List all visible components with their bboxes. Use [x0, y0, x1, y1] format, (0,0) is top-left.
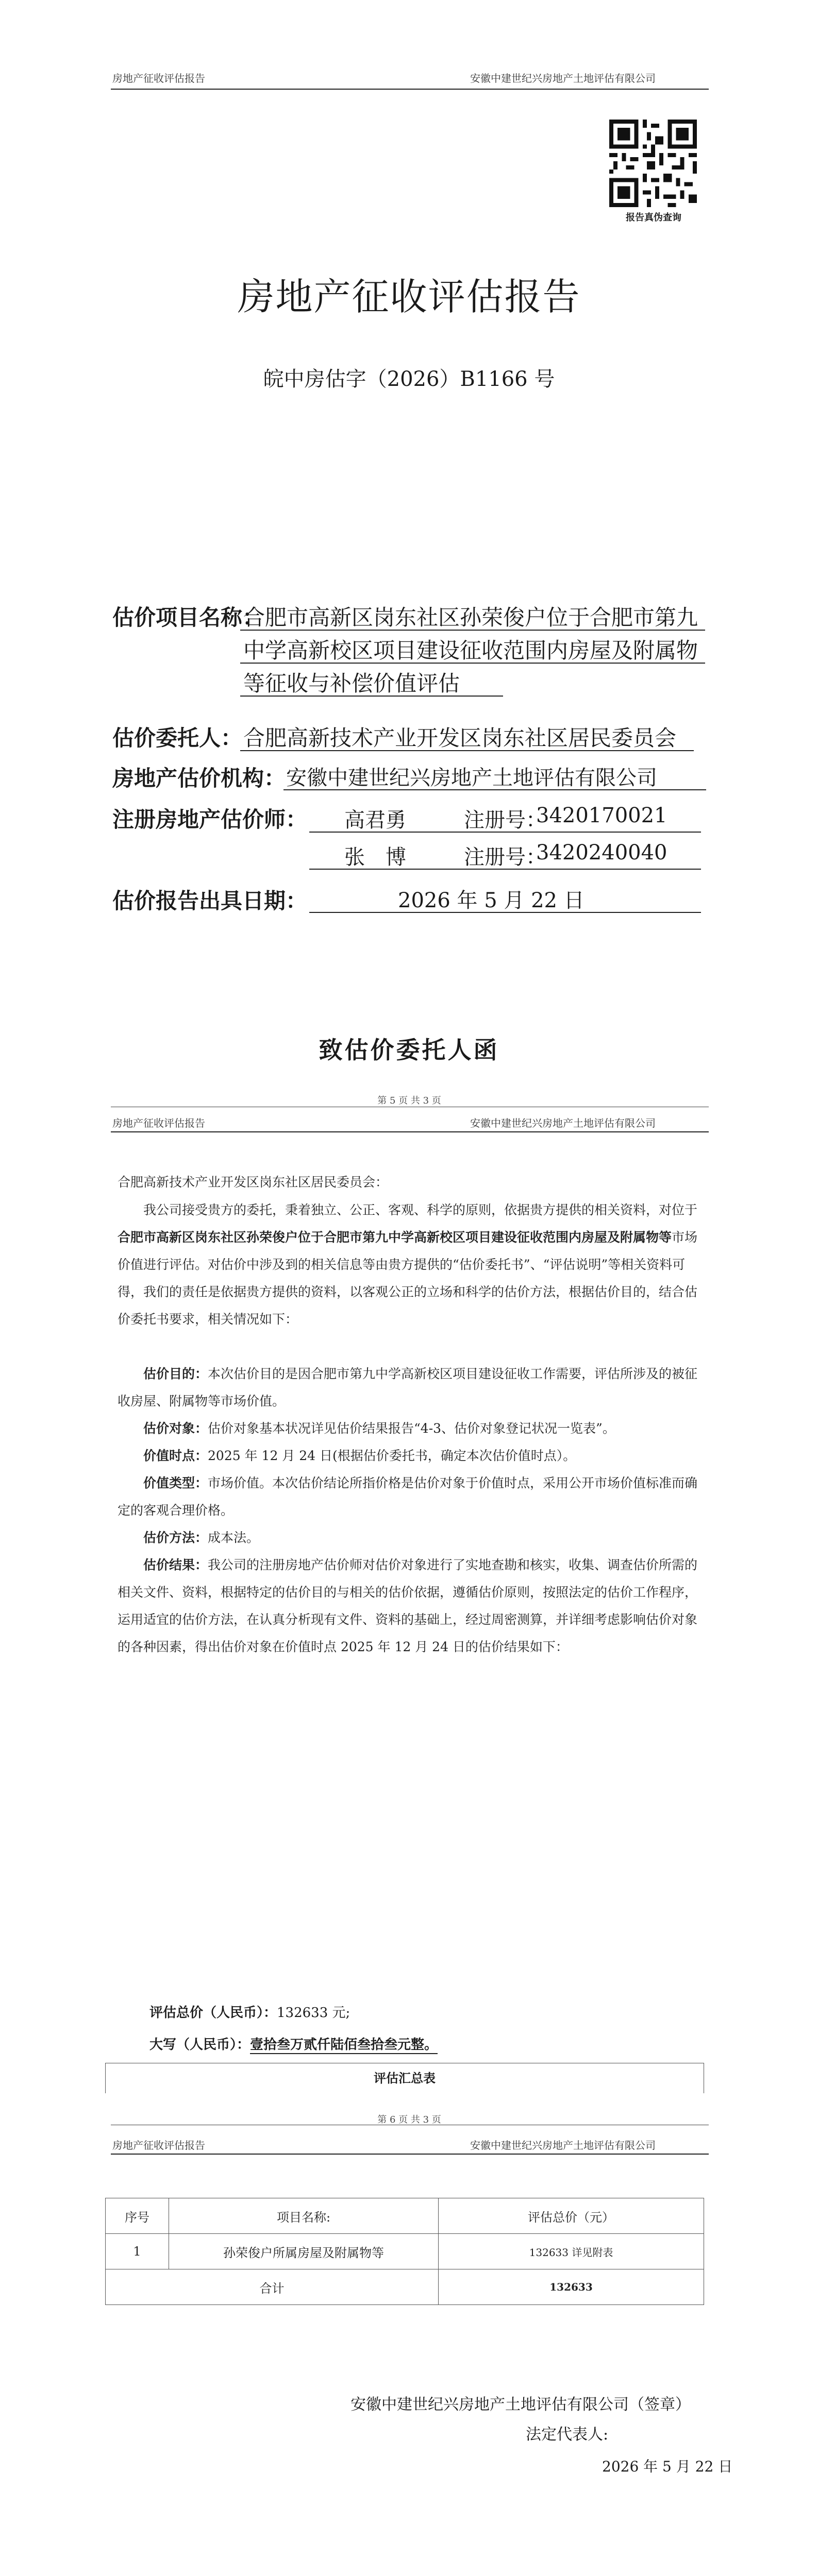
purpose-paragraph: [118, 1360, 705, 1415]
running-header-right: 安徽中建世纪兴房地产土地评估有限公司: [470, 72, 656, 84]
caps-value: 壹拾叁万贰仟陆佰叁拾叁元整。: [250, 2034, 438, 2054]
total-value: 132633 元;: [277, 2005, 350, 2021]
cell-name: 孙荣俊户所属房屋及附属物等: [169, 2234, 439, 2269]
project-line-1: 合肥市高新区岗东社区孙荣俊户位于合肥市第九: [243, 605, 698, 630]
purpose-label: 估价目的：: [143, 1366, 208, 1381]
letter-title: 致估价委托人函: [319, 1036, 499, 1064]
time-label: 价值时点：: [143, 1448, 208, 1463]
signature-date: 2026 年 5 月 22 日: [602, 2458, 733, 2475]
signature-representative: 法定代表人:: [526, 2426, 609, 2444]
underline: [240, 696, 503, 697]
underline: [283, 789, 706, 790]
object-paragraph: [118, 1415, 705, 1442]
project-line-2: 中学高新校区项目建设征收范围内房屋及附属物: [243, 638, 698, 663]
appraiser-name-1: 高君勇: [344, 808, 406, 832]
table-row: [106, 2234, 704, 2269]
time-paragraph: [118, 1442, 705, 1469]
result-label: 估价结果：: [143, 1557, 208, 1572]
method-label: 估价方法：: [143, 1530, 208, 1545]
client-value: 合肥高新技术产业开发区岗东社区居民委员会: [243, 725, 677, 751]
letter-paragraph-1: [118, 1196, 705, 1333]
purpose-text: 本次估价目的是因合肥市第九中学高新校区项目建设征收工作需要，评估所涉及的被征收房屋、附属物等市场价值。: [118, 1366, 698, 1409]
summary-caption: 评估汇总表: [105, 2063, 704, 2093]
appraiser-name-2: 张 博: [344, 845, 406, 869]
total-label-cell: 合计: [106, 2269, 439, 2305]
header-divider: [111, 89, 709, 90]
running-header-left: 房地产征收评估报告: [112, 72, 205, 84]
report-title: 房地产征收评估报告: [237, 275, 581, 318]
reg-no-2: 3420240040: [536, 841, 667, 865]
para1-project: 合肥市高新区岗东社区孙荣俊户位于合肥市第九中学高新校区项目建设征收范围内房屋及附属物等: [118, 1230, 672, 1245]
running-header-right: 安徽中建世纪兴房地产土地评估有限公司: [470, 2139, 656, 2151]
agency-value: 安徽中建世纪兴房地产土地评估有限公司: [286, 766, 657, 790]
reg-label-2: 注册号：: [464, 845, 546, 869]
running-header-left: 房地产征收评估报告: [112, 1117, 205, 1129]
method-paragraph: [118, 1524, 705, 1551]
total-value-cell: 132633: [439, 2269, 704, 2305]
object-label: 估价对象：: [143, 1421, 208, 1436]
date-value: 2026 年 5 月 22 日: [398, 889, 585, 912]
cell-no: 1: [106, 2234, 169, 2269]
caps-line: [149, 2034, 438, 2054]
para1-text-b: 市场价值进行评估。对估价中涉及到的相关信息等由贵方提供的“估价委托书”、“评估说明”等相关资料可得，我们的责任是依据贵方提供的资料，以客观公正的立场和科学的估价方法，根据估价目的，结合估价委托书要求，相关情况如下：: [118, 1230, 698, 1327]
project-label: 估价项目名称：: [112, 605, 264, 630]
object-text: 估价对象基本状况详见估价结果报告“4-3、估价对象登记状况一览表”。: [208, 1421, 615, 1436]
method-text: 成本法。: [208, 1530, 260, 1545]
result-paragraph: [118, 1551, 705, 1660]
project-line-3: 等征收与补偿价值评估: [243, 671, 460, 696]
running-header-right: 安徽中建世纪兴房地产土地评估有限公司: [470, 1117, 656, 1129]
underline: [309, 869, 701, 870]
header-divider: [111, 2154, 709, 2155]
reg-no-1: 3420170021: [536, 804, 667, 827]
type-label: 价值类型：: [143, 1476, 208, 1490]
total-label: 评估总价（人民币）：: [149, 2005, 277, 2021]
report-number: 皖中房估字（2026）B1166 号: [263, 367, 555, 391]
col-header-value: 评估总价（元）: [439, 2198, 704, 2234]
underline: [240, 663, 705, 664]
running-header-left: 房地产征收评估报告: [112, 2139, 205, 2151]
underline: [309, 912, 701, 913]
signature-company: 安徽中建世纪兴房地产土地评估有限公司（签章）: [350, 2396, 691, 2414]
underline: [240, 630, 705, 631]
result-text: 我公司的注册房地产估价师对估价对象进行了实地查勘和核实，收集、调查估价所需的相关文件、资料，根据特定的估价目的与相关的估价依据，遵循估价原则，按照法定的估价工作程序，运用适宜的估价方法，在认真分析现有文件、资料的基础上，经过周密测算，并详细考虑影响估价对象的各种因素，得出估价对象在价值时点 2025 年 12 月 24 日的估价结果如下：: [118, 1557, 698, 1654]
table-total-row: [106, 2269, 704, 2305]
agency-label: 房地产估价机构：: [112, 766, 286, 791]
caps-label: 大写（人民币）：: [149, 2037, 251, 2053]
qr-code-icon[interactable]: [609, 120, 697, 207]
col-header-name: 项目名称:: [169, 2198, 439, 2234]
reg-label-1: 注册号：: [464, 808, 546, 832]
cell-value: 132633 详见附表: [439, 2234, 704, 2269]
underline: [309, 832, 701, 833]
date-label: 估价报告出具日期：: [112, 888, 308, 913]
salutation: 合肥高新技术产业开发区岗东社区居民委员会：: [118, 1175, 389, 1190]
page-number: 第 6 页 共 3 页: [377, 2114, 441, 2125]
table-header-row: [106, 2198, 704, 2234]
total-line: [149, 2002, 350, 2021]
type-text: 市场价值。本次估价结论所指价格是估价对象于价值时点，采用公开市场价值标准而确定的客观合理价格。: [118, 1476, 698, 1518]
header-divider: [111, 1131, 709, 1132]
col-header-no: 序号: [106, 2198, 169, 2234]
para1-text-a: 我公司接受贵方的委托，秉着独立、公正、客观、科学的原则，依据贵方提供的相关资料，对位于: [143, 1202, 698, 1217]
summary-table: [105, 2198, 704, 2305]
type-paragraph: [118, 1469, 705, 1524]
page-number: 第 5 页 共 3 页: [377, 1095, 441, 1106]
underline: [240, 750, 694, 751]
qr-caption: 报告真伪查询: [626, 212, 681, 223]
time-text: 2025 年 12 月 24 日(根据估价委托书，确定本次估价值时点）。: [208, 1448, 576, 1463]
appraiser-label: 注册房地产估价师：: [112, 807, 308, 832]
client-label: 估价委托人：: [112, 725, 243, 751]
